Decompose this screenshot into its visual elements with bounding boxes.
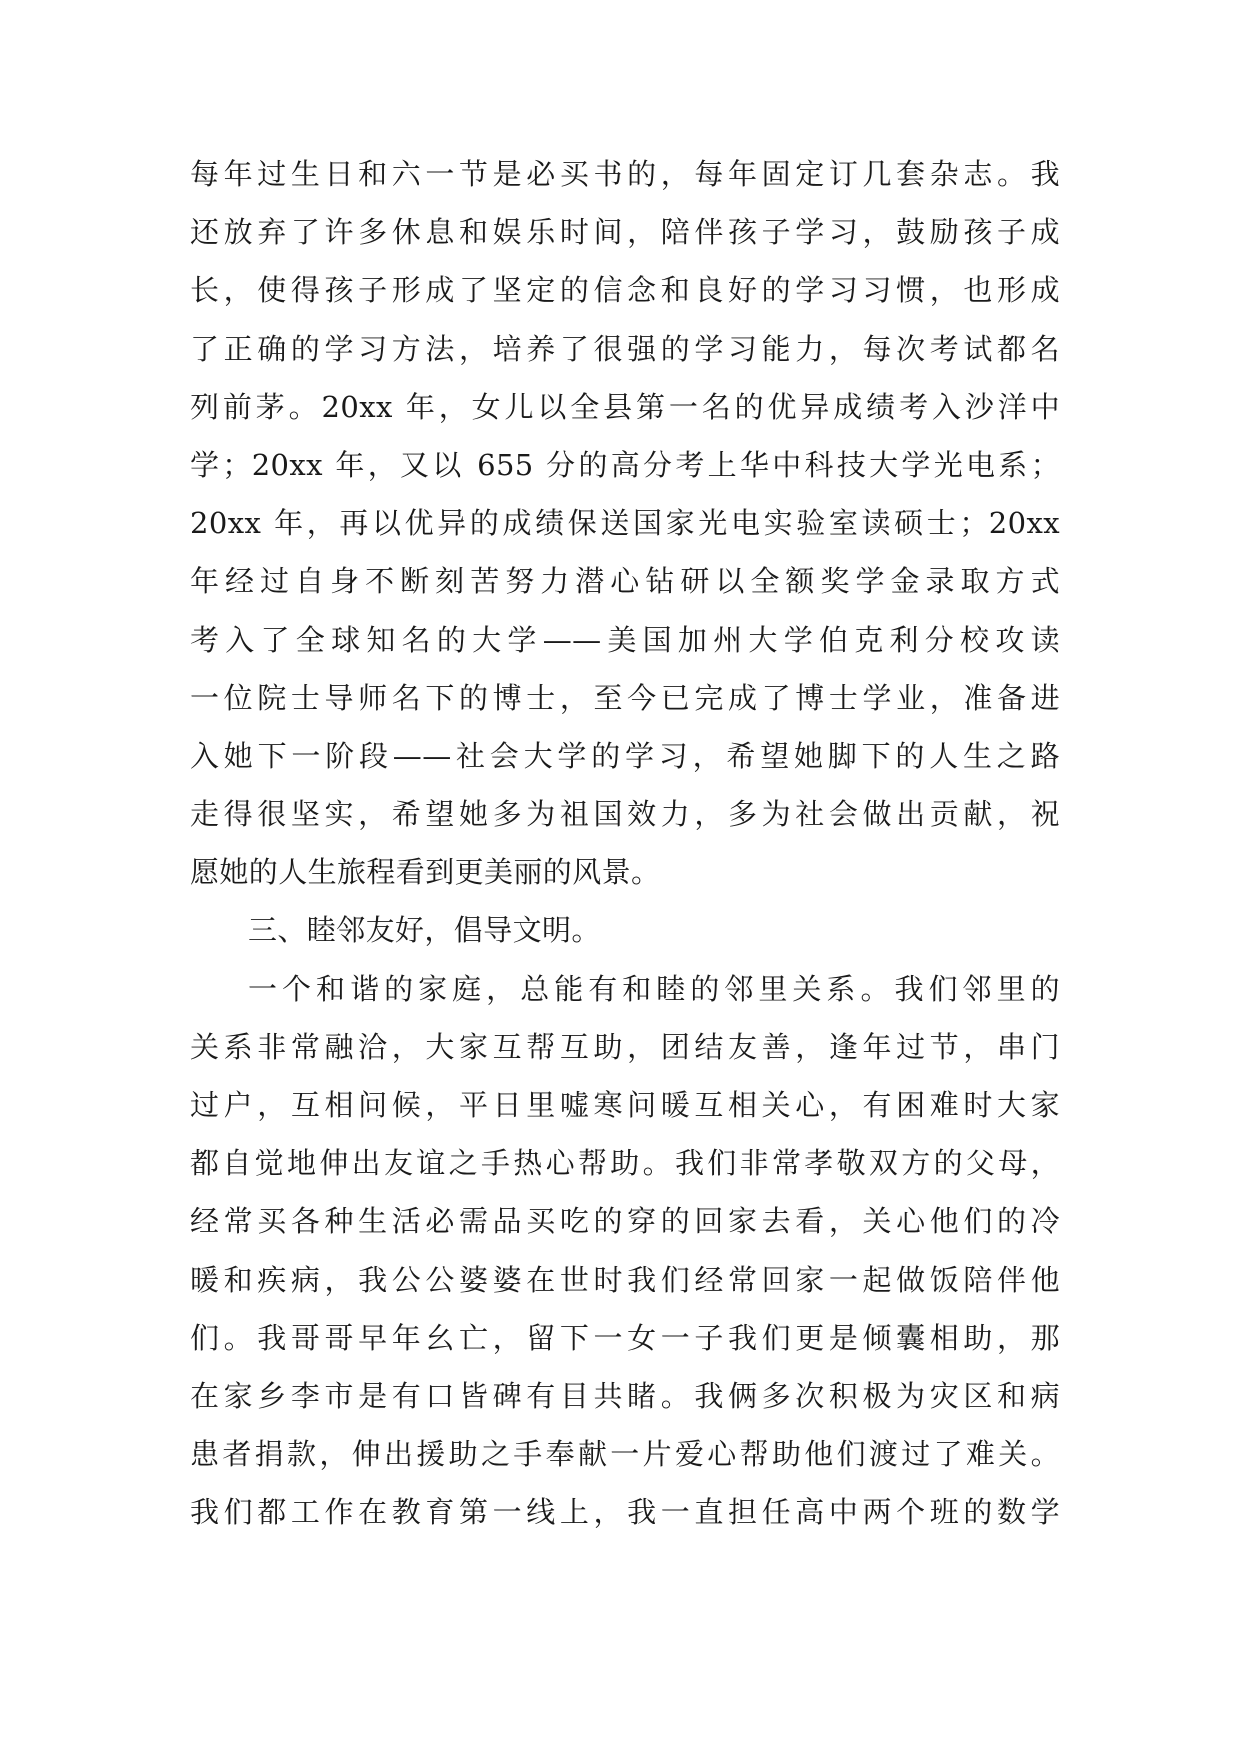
text-line: 考入了全球知名的大学——美国加州大学伯克利分校攻读 <box>190 622 1060 657</box>
text-line: 关系非常融洽，大家互帮互助，团结友善，逢年过节，串门 <box>190 1029 1060 1064</box>
text-line: 一个和谐的家庭，总能有和睦的邻里关系。我们邻里的 <box>248 971 1060 1006</box>
text-line: 经常买各种生活必需品买吃的穿的回家去看，关心他们的冷 <box>190 1204 1060 1239</box>
text-line: 年经过自身不断刻苦努力潜心钻研以全额奖学金录取方式 <box>190 564 1060 599</box>
text-line: 列前茅。20xx 年，女儿以全县第一名的优异成绩考入沙洋中 <box>190 389 1060 424</box>
section-heading: 三、睦邻友好，倡导文明。 <box>248 913 601 948</box>
text-line: 了正确的学习方法，培养了很强的学习能力，每次考试都名 <box>190 331 1060 366</box>
text-line: 还放弃了许多休息和娱乐时间，陪伴孩子学习，鼓励孩子成 <box>190 215 1060 250</box>
text-line: 20xx 年，再以优异的成绩保送国家光电实验室读硕士；20xx <box>190 506 1060 541</box>
document-body <box>190 154 1060 1551</box>
text-line: 学；20xx 年，又以 655 分的高分考上华中科技大学光电系； <box>190 447 1060 482</box>
text-line: 每年过生日和六一节是必买书的，每年固定订几套杂志。我 <box>190 157 1060 191</box>
text-line: 在家乡李市是有口皆碑有目共睹。我俩多次积极为灾区和病 <box>190 1378 1060 1413</box>
text-line: 都自觉地伸出友谊之手热心帮助。我们非常孝敬双方的父母， <box>190 1146 1060 1181</box>
text-line: 暖和疾病，我公公婆婆在世时我们经常回家一起做饭陪伴他 <box>190 1262 1060 1297</box>
text-line: 我们都工作在教育第一线上，我一直担任高中两个班的数学 <box>190 1495 1060 1530</box>
text-line: 入她下一阶段——社会大学的学习，希望她脚下的人生之路 <box>190 738 1060 773</box>
text-line: 患者捐款，伸出援助之手奉献一片爱心帮助他们渡过了难关。 <box>190 1437 1060 1472</box>
text-line: 过户，互相问候，平日里嘘寒问暖互相关心，有困难时大家 <box>190 1088 1060 1122</box>
text-line: 们。我哥哥早年幺亡，留下一女一子我们更是倾囊相助，那 <box>190 1320 1060 1355</box>
text-line: 愿她的人生旅程看到更美丽的风景。 <box>190 855 661 890</box>
text-line: 一位院士导师名下的博士，至今已完成了博士学业，准备进 <box>190 680 1060 715</box>
text-line: 走得很坚实，希望她多为祖国效力，多为社会做出贡献，祝 <box>190 797 1060 832</box>
text-line: 长，使得孩子形成了坚定的信念和良好的学习习惯，也形成 <box>190 273 1060 308</box>
